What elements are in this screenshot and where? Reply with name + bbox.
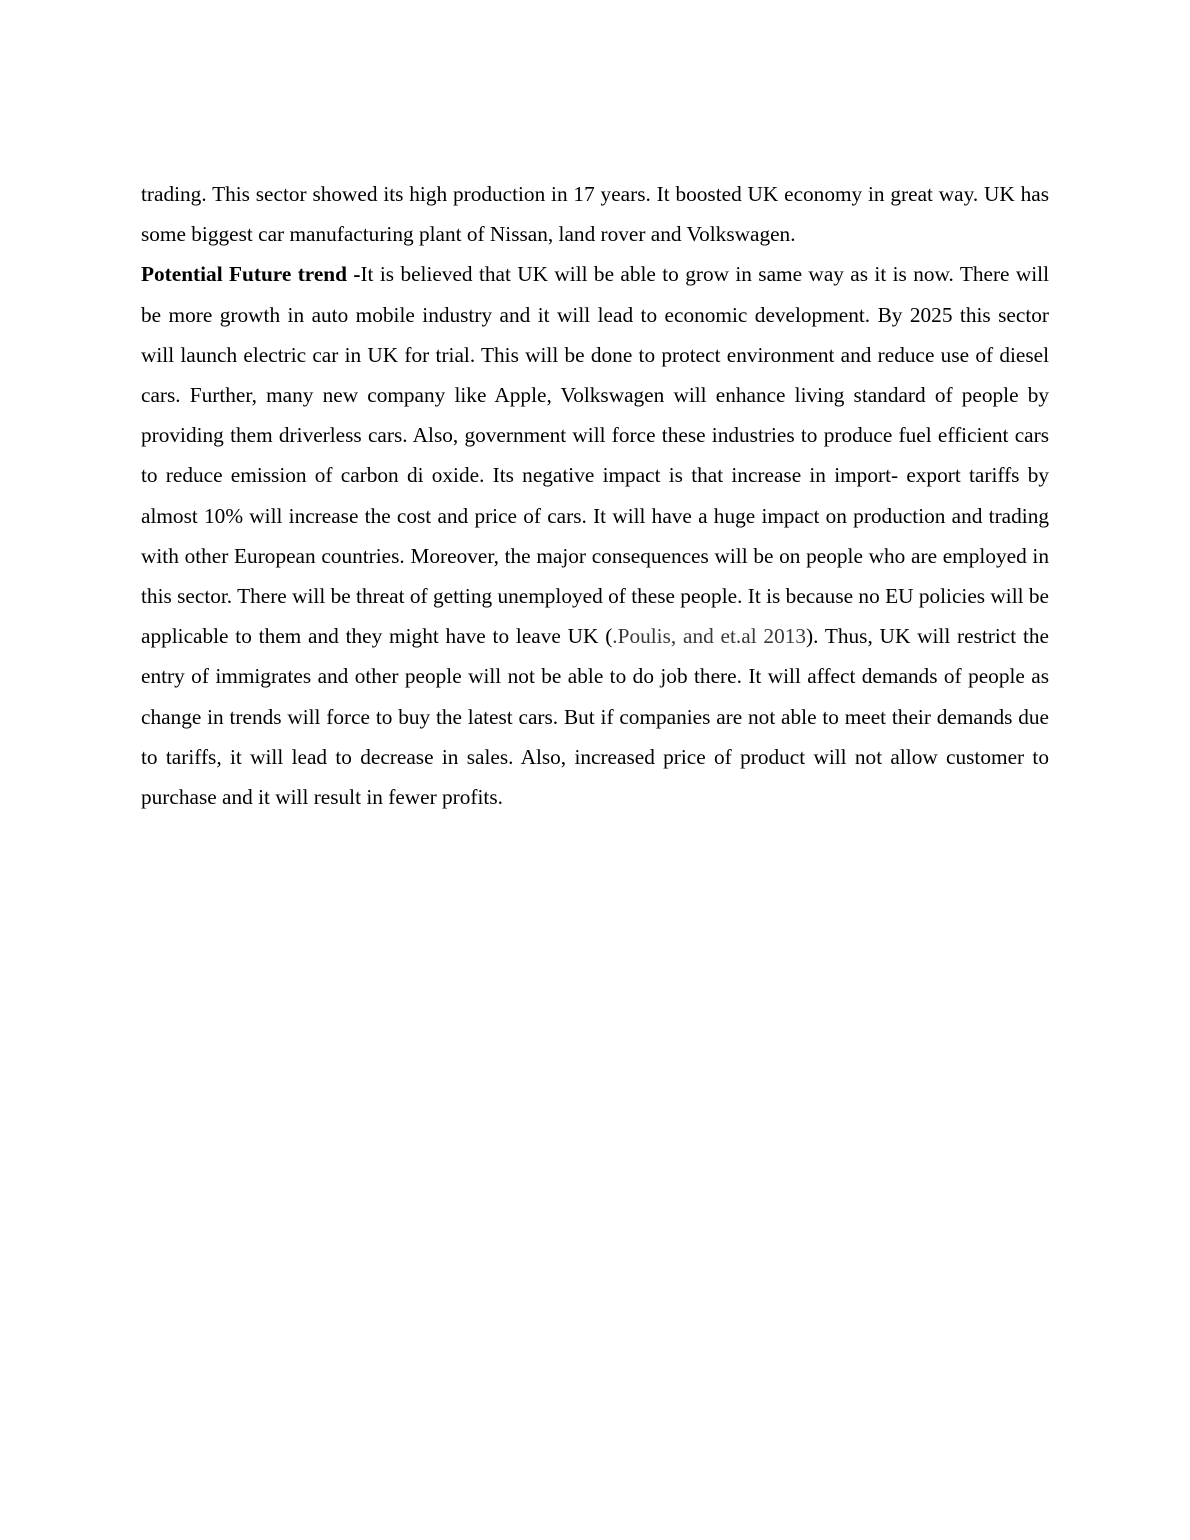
body-text (141, 174, 1049, 817)
paragraph-future-trend (141, 254, 1049, 817)
section-heading-future-trend: Potential Future trend - (141, 262, 361, 287)
future-trend-text-continued: ). Thus, UK will restrict the entry of immigrates and other people will not be able to do job there. It will affect demands of people as change in trends will force to buy the latest cars. But if companies are not able to meet their demands due to tariffs, it will lead to decrease in sales. Also, increased price of product will not allow customer to purchase and it will result in fewer profits. (141, 624, 1049, 810)
paragraph-trading: trading. This sector showed its high production in 17 years. It boosted UK economy in great way. UK has some biggest car manufacturing plant of Nissan, land rover and Volkswagen. (141, 182, 1049, 247)
citation: .Poulis, and et.al 2013 (612, 624, 807, 649)
future-trend-text: It is believed that UK will be able to grow in same way as it is now. There will be more growth in auto mobile industry and it will lead to economic development. By 2025 this sector will launch electric car in UK for trial. This will be done to protect environment and reduce use of diesel cars. Further, many new company like Apple, Volkswagen will enhance living standard of people by providing them driverless cars. Also, government will force these industries to produce fuel efficient cars to reduce emission of carbon di oxide. Its negative impact is that increase in import- export tariffs by almost 10% will increase the cost and price of cars. It will have a huge impact on production and trading with other European countries. Moreover, the major consequences will be on people who are employed in this sector. There will be threat of getting unemployed of these people. It is because no EU policies will be applicable to them and they might have to leave UK ( (141, 262, 1049, 649)
